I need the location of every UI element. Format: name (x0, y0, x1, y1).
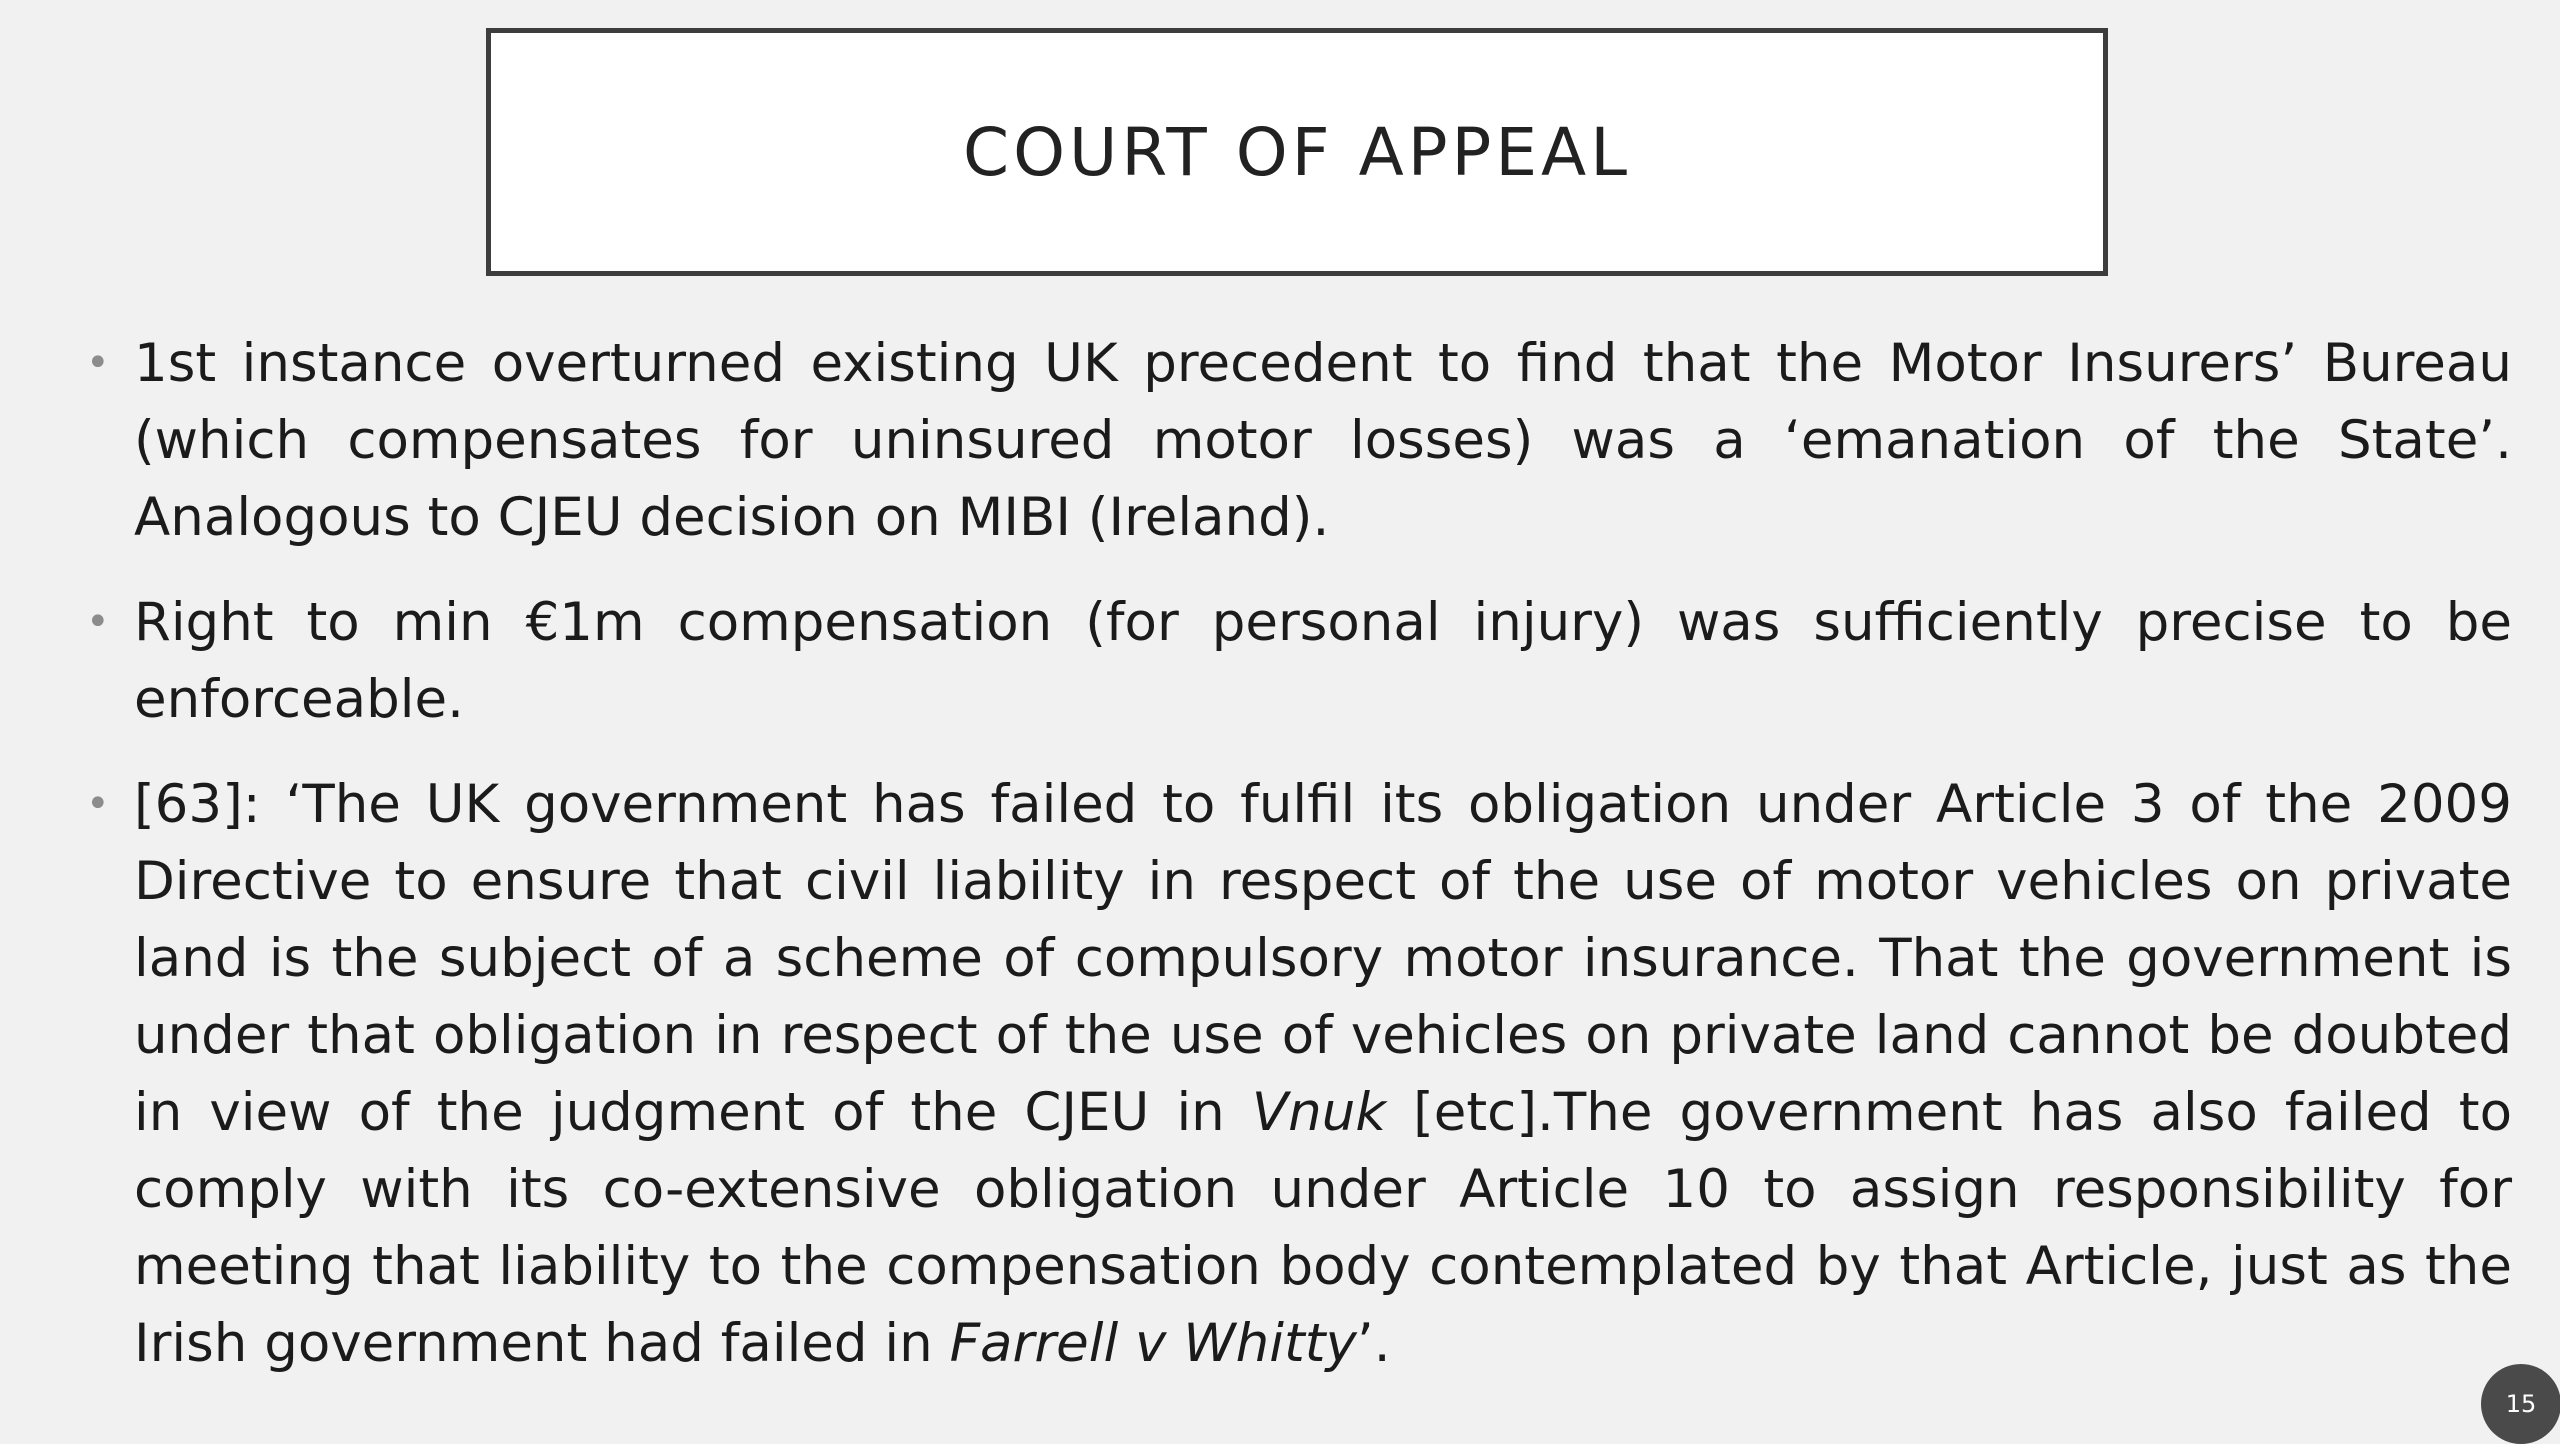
bullet-text: Right to min €1m compensation (for personal injury) was sufficiently precise to be enforceable. (134, 592, 2512, 730)
bullet-dot-icon: • (86, 781, 110, 827)
quote-text-part: ’. (1356, 1313, 1391, 1374)
bullet-item (86, 584, 2512, 738)
bullet-text: 1st instance overturned existing UK precedent to find that the Motor Insurers’ Bureau (which compensates for uninsured motor losses) was a ‘emanation of the State’. Analogous to CJEU decision on MIBI (Ireland). (134, 333, 2512, 548)
case-name-vnuk: Vnuk (1251, 1082, 1387, 1143)
bullet-item (86, 325, 2512, 556)
quote-text-part: [63]: ‘The UK government has failed to fulfil its obligation under Article 3 of the 2009 Directive to ensure that civil liability in respect of the use of motor vehicles on private land is the subject of a scheme of compulsory motor insurance. That the government is under that obligation in respect of the use of vehicles on private land cannot be doubted in view of the judgment of the CJEU in (134, 774, 2512, 1143)
case-name-farrell: Farrell v Whitty (949, 1313, 1357, 1374)
slide-title: COURT OF APPEAL (963, 113, 1631, 191)
bullet-dot-icon: • (86, 599, 110, 645)
page-number-badge: 15 (2481, 1364, 2560, 1444)
bullet-quote (134, 766, 2512, 1382)
title-box (486, 28, 2108, 276)
bullet-item (86, 766, 2513, 1382)
bullet-list (86, 325, 2513, 1410)
quote-text-part: [etc].The government has also failed to comply with its co-extensive obligation under Article 10 to assign responsibility for meeting that liability to the compensation body contemplated by that Article, just as the Irish government had failed in (134, 1082, 2513, 1374)
bullet-dot-icon: • (86, 340, 110, 386)
